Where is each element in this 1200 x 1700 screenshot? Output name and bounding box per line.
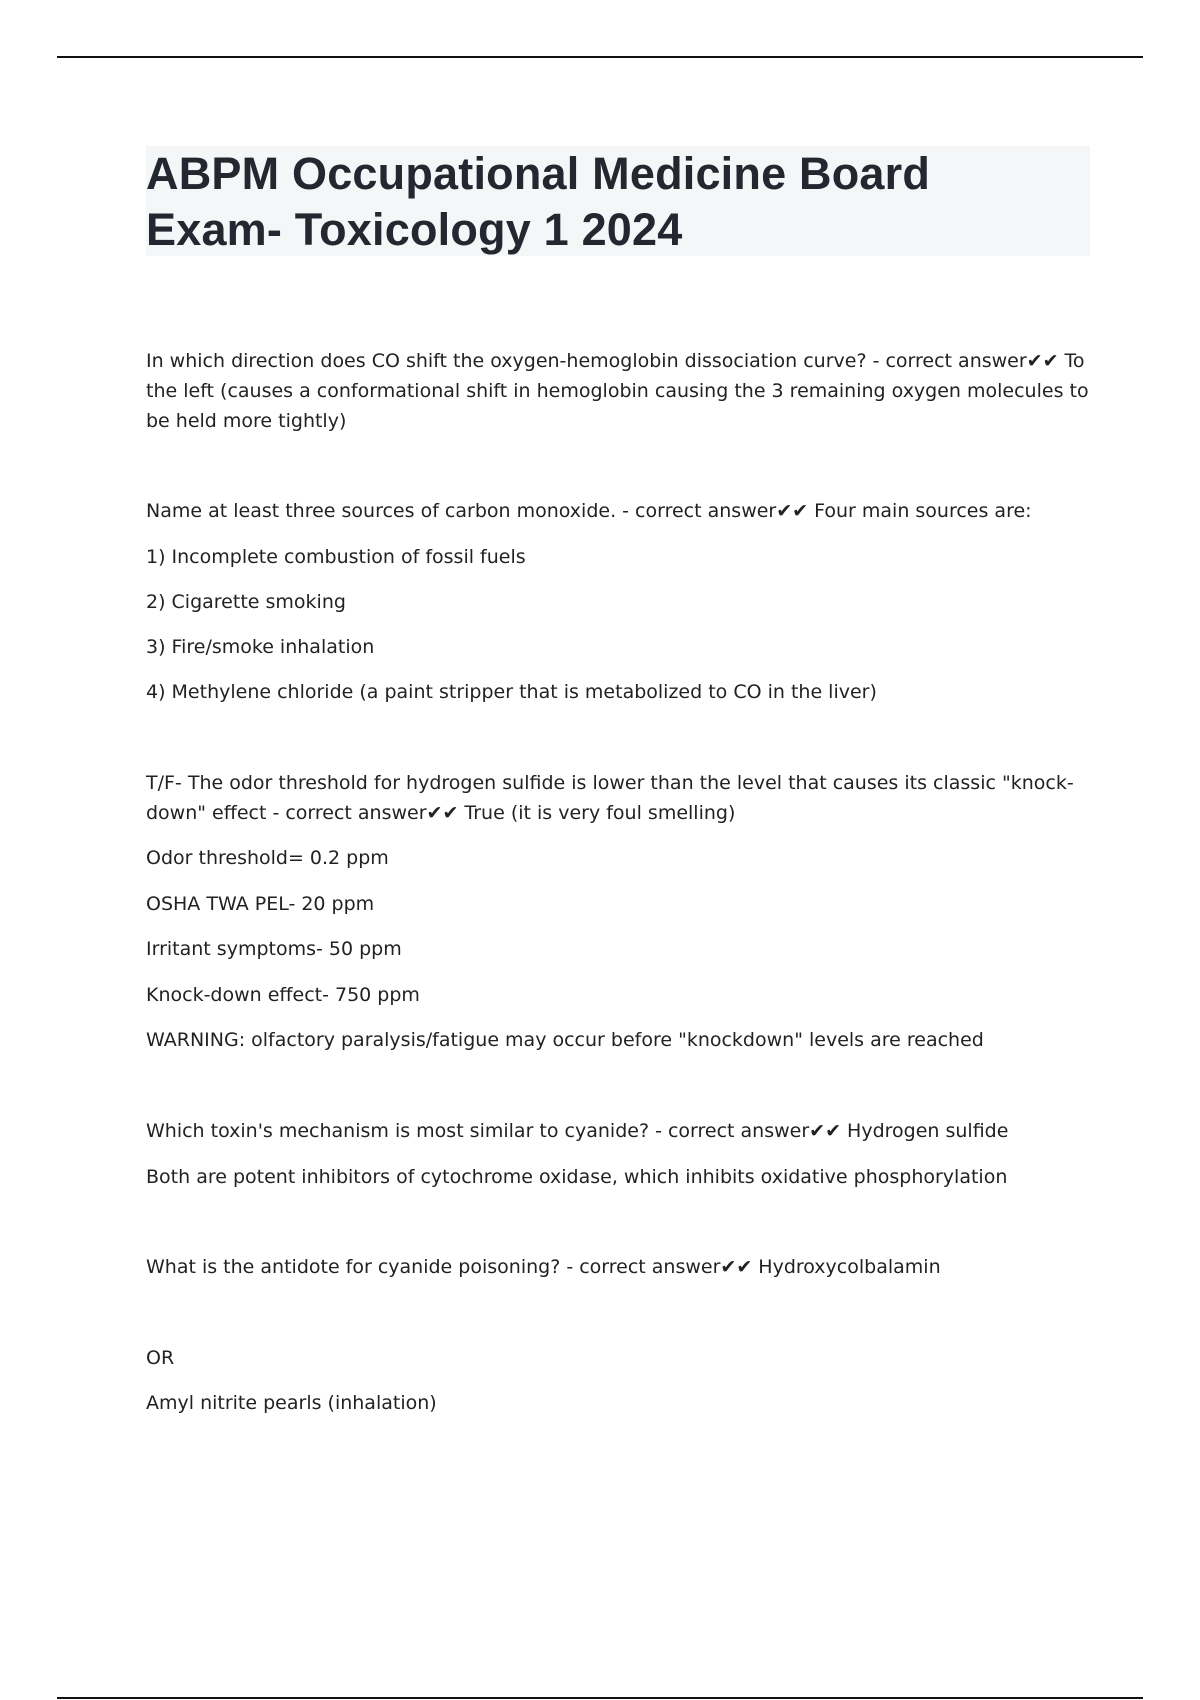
list-item: 4) Methylene chloride (a paint stripper that is metabolized to CO in the liver)	[146, 681, 877, 703]
question-5	[146, 1252, 1090, 1282]
question-3-item	[146, 934, 1090, 964]
question-5-alt	[146, 1388, 1090, 1418]
question-3-item	[146, 843, 1090, 873]
page-title	[146, 146, 1090, 258]
question-5-or-text: OR	[146, 1347, 175, 1369]
list-item: 1) Incomplete combustion of fossil fuels	[146, 546, 526, 568]
question-3-text: T/F- The odor threshold for hydrogen sulfide is lower than the level that causes its classic "knock-down" effect - correct answer✔✔ True (it is very foul smelling)	[146, 772, 1074, 824]
question-3	[146, 768, 1090, 828]
question-2-item	[146, 677, 1090, 707]
list-item: 3) Fire/smoke inhalation	[146, 636, 375, 658]
list-item: Knock-down effect- 750 ppm	[146, 984, 420, 1006]
question-3-item	[146, 889, 1090, 919]
question-1	[146, 346, 1090, 436]
question-4-detail	[146, 1162, 1090, 1192]
question-5-text: What is the antidote for cyanide poisoning? - correct answer✔✔ Hydroxycolbalamin	[146, 1256, 941, 1278]
question-1-text: In which direction does CO shift the oxygen-hemoglobin dissociation curve? - correct answer✔✔ To the left (causes a conformational shift in hemoglobin causing the 3 remaining oxygen molecules to be held more tightly)	[146, 350, 1089, 432]
question-5-alt-text: Amyl nitrite pearls (inhalation)	[146, 1392, 437, 1414]
question-2-item	[146, 587, 1090, 617]
list-item: Odor threshold= 0.2 ppm	[146, 847, 389, 869]
title-line-1: ABPM Occupational Medicine Board	[146, 148, 931, 199]
question-4	[146, 1116, 1090, 1146]
question-4-detail-text: Both are potent inhibitors of cytochrome oxidase, which inhibits oxidative phosphorylation	[146, 1166, 1008, 1188]
list-item: WARNING: olfactory paralysis/fatigue may occur before "knockdown" levels are reached	[146, 1029, 984, 1051]
question-2-item	[146, 632, 1090, 662]
footer-rule	[57, 1697, 1143, 1699]
question-3-item	[146, 1025, 1090, 1055]
title-line-2: Exam- Toxicology 1 2024	[146, 204, 683, 255]
question-2-text: Name at least three sources of carbon monoxide. - correct answer✔✔ Four main sources are:	[146, 500, 1032, 522]
question-4-text: Which toxin's mechanism is most similar to cyanide? - correct answer✔✔ Hydrogen sulfide	[146, 1120, 1009, 1142]
list-item: Irritant symptoms- 50 ppm	[146, 938, 402, 960]
title-block	[146, 146, 1090, 256]
question-3-item	[146, 980, 1090, 1010]
question-5-or	[146, 1343, 1090, 1373]
list-item: 2) Cigarette smoking	[146, 591, 346, 613]
question-2-item	[146, 542, 1090, 572]
list-item: OSHA TWA PEL- 20 ppm	[146, 893, 375, 915]
question-2	[146, 496, 1090, 526]
header-rule	[57, 56, 1143, 58]
